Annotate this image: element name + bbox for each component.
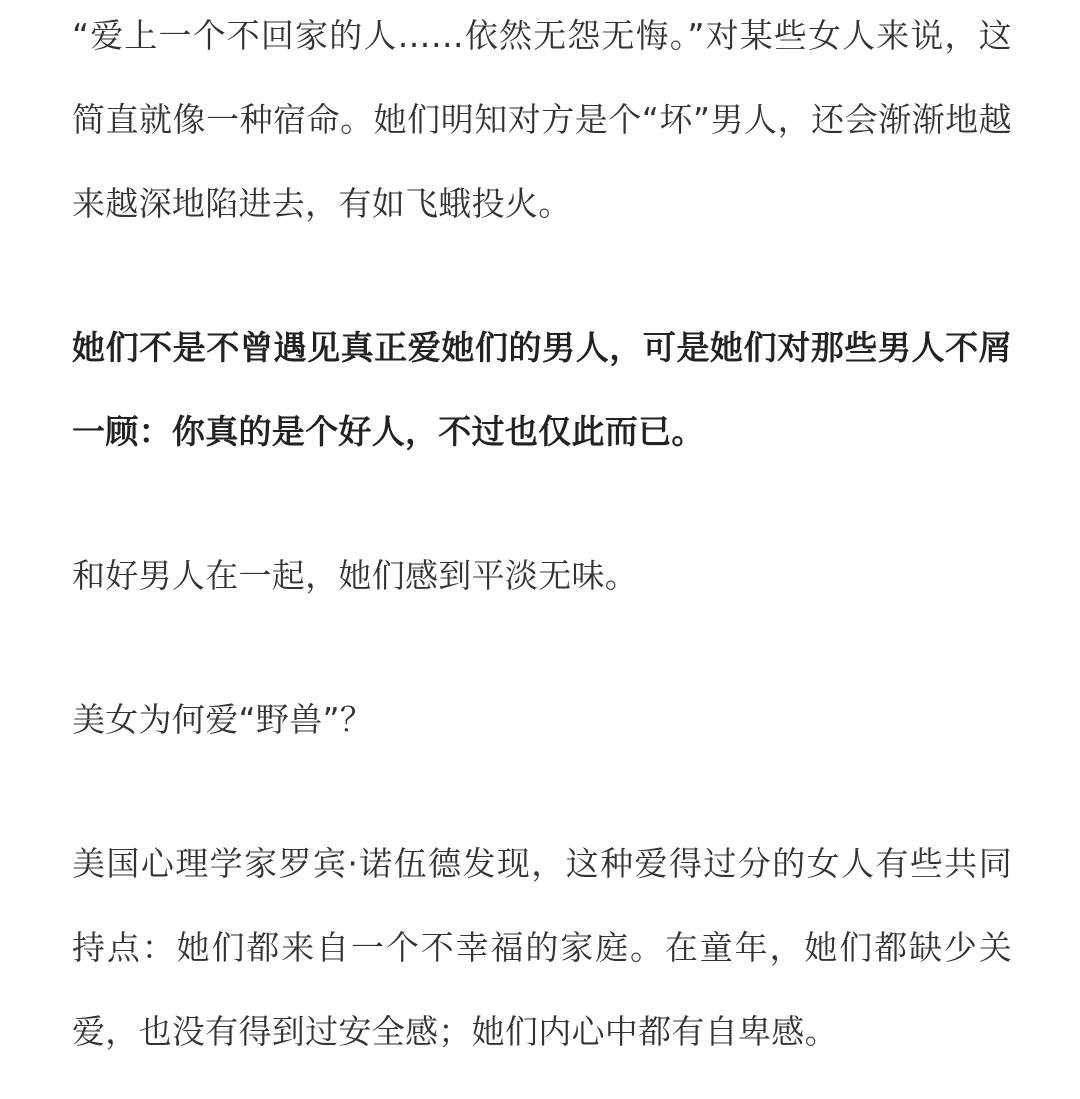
paragraph-gap <box>72 618 1012 678</box>
section-heading: 美女为何爱“野兽”？ <box>72 700 374 739</box>
paragraph-gap <box>72 762 1012 822</box>
paragraph-gap <box>72 246 1012 306</box>
paragraph-research: 美国心理学家罗宾·诺伍德发现，这种爱得过分的女人有些共同持点：她们都来自一个不幸福的家庭。在童年，她们都缺少关爱，也没有得到过安全感；她们内心中都有自卑感。 <box>72 844 1012 1051</box>
article-body <box>72 0 1012 1074</box>
paragraph-bold-highlight: 她们不是不曾遇见真正爱她们的男人，可是她们对那些男人不屑一顾：你真的是个好人，不过也仅此而已。 <box>72 328 1012 451</box>
paragraph-plain: 和好男人在一起，她们感到平淡无味。 <box>72 556 639 595</box>
paragraph-gap <box>72 474 1012 534</box>
paragraph-intro: “爱上一个不回家的人……依然无怨无悔。”对某些女人来说，这简直就像一种宿命。她们明知对方是个“坏”男人，还会渐渐地越来越深地陷进去，有如飞蛾投火。 <box>72 16 1012 223</box>
